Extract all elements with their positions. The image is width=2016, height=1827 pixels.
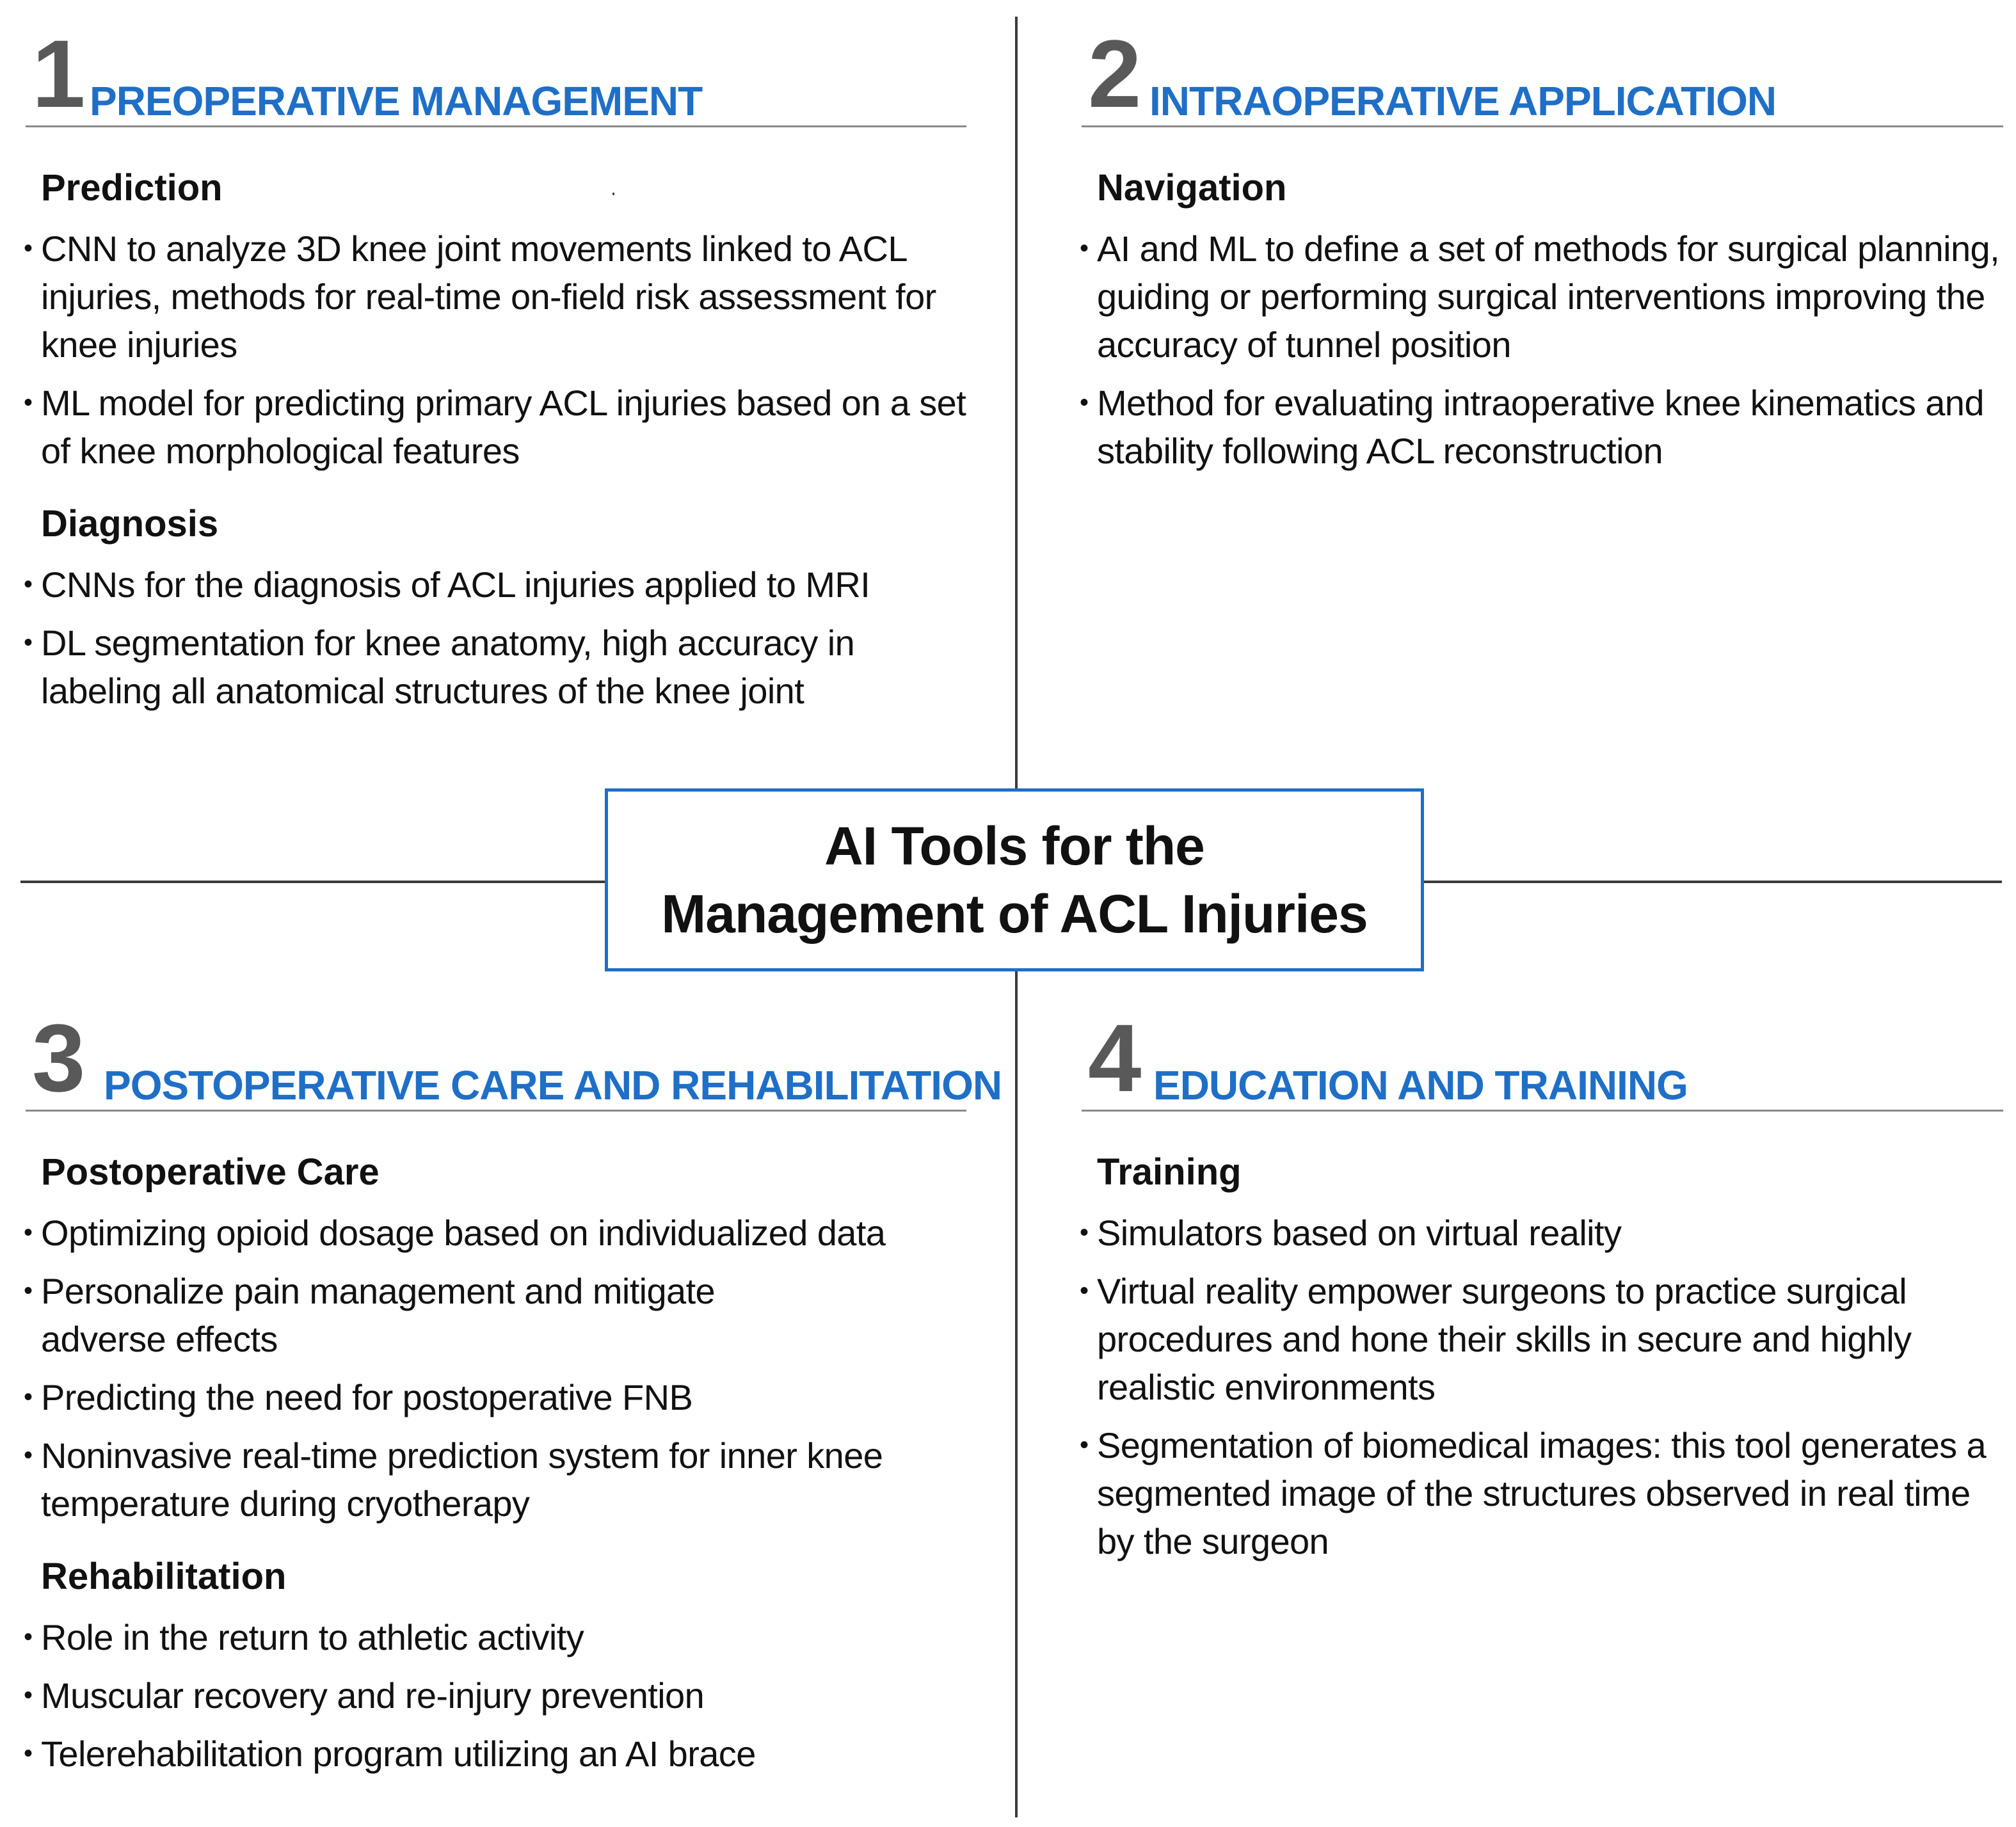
quadrant-preoperative xyxy=(26,17,966,725)
bullet-item: • AI and ML to define a set of methods for surgical planning, guiding or performing surgical interventions improving the accuracy of tunnel position xyxy=(1097,225,2003,369)
center-title-line-2: Management of ACL Injuries xyxy=(661,884,1368,944)
section-title: Training xyxy=(1097,1151,1242,1193)
quadrant-header xyxy=(26,1001,1002,1112)
bullet-item: • Simulators based on virtual reality xyxy=(1097,1209,2003,1257)
bullet-list xyxy=(24,1209,966,1528)
section-title: Diagnosis xyxy=(41,503,219,545)
bullet-item: • Role in the return to athletic activity xyxy=(41,1613,966,1661)
bullet-dot: • xyxy=(1080,1431,1089,1459)
bullet-list xyxy=(24,225,966,475)
bullet-dot: • xyxy=(24,1441,33,1469)
quadrant-number: 2 xyxy=(1088,20,1142,127)
section-navigation xyxy=(1080,166,2003,475)
quadrant-postoperative xyxy=(24,1001,1002,1788)
bullet-dot: • xyxy=(24,1681,33,1709)
bullet-dot: • xyxy=(1080,234,1089,262)
section-title: Rehabilitation xyxy=(41,1556,287,1597)
bullet-dot: • xyxy=(24,628,33,657)
quadrant-header xyxy=(1082,17,2003,127)
section-title: Postoperative Care xyxy=(41,1151,380,1193)
quadrant-title: PREOPERATIVE MANAGEMENT xyxy=(90,78,703,124)
bullet-dot: • xyxy=(24,1277,33,1305)
bullet-dot: • xyxy=(24,1739,33,1767)
bullet-item: • Virtual reality empower surgeons to practice surgical procedures and hone their skills in secure and highly realistic environments xyxy=(1097,1267,2003,1411)
bullet-dot: • xyxy=(1080,1218,1089,1247)
section-prediction xyxy=(24,166,966,475)
horizontal-divider-right xyxy=(1424,881,2002,883)
quadrant-education xyxy=(1082,1001,2003,1576)
quadrant-number: 1 xyxy=(32,20,86,127)
quadrant-number: 3 xyxy=(32,1004,86,1112)
bullet-dot: • xyxy=(24,1623,33,1651)
bullet-item: • Personalize pain management and mitigate adverse effects xyxy=(41,1267,764,1363)
quadrant-title: INTRAOPERATIVE APPLICATION xyxy=(1149,78,1777,124)
bullet-dot: • xyxy=(24,570,33,598)
bullet-item: • CNN to analyze 3D knee joint movements linked to ACL injuries, methods for real-time on-field risk assessment for knee injuries xyxy=(41,225,966,369)
bullet-dot: • xyxy=(24,234,33,262)
vertical-divider-bottom xyxy=(1015,971,1018,1817)
bullet-item: • DL segmentation for knee anatomy, high accuracy in labeling all anatomical structures of the knee joint xyxy=(41,619,966,715)
horizontal-divider-left xyxy=(20,881,605,883)
bullet-dot: • xyxy=(24,1383,33,1411)
bullet-item: • Noninvasive real-time prediction system for inner knee temperature during cryotherapy xyxy=(41,1432,966,1528)
section-training xyxy=(1080,1150,2003,1565)
bullet-item: • ML model for predicting primary ACL injuries based on a set of knee morphological features xyxy=(41,379,966,475)
vertical-divider-top xyxy=(1015,17,1018,788)
bullet-list xyxy=(24,1613,966,1778)
bullet-dot: • xyxy=(1080,388,1089,417)
quadrant-title: POSTOPERATIVE CARE AND REHABILITATION xyxy=(104,1062,1002,1108)
bullet-dot: • xyxy=(24,1218,33,1247)
bullet-item: • Predicting the need for postoperative FNB xyxy=(41,1373,966,1421)
bullet-item: • CNNs for the diagnosis of ACL injuries applied to MRI xyxy=(41,561,966,609)
quadrant-title: EDUCATION AND TRAINING xyxy=(1153,1062,1688,1108)
section-rehabilitation xyxy=(24,1554,966,1778)
bullet-dot: • xyxy=(1080,1277,1089,1305)
quadrant-header xyxy=(26,17,966,127)
quadrant-intraoperative xyxy=(1082,17,2003,485)
bullet-item: • Optimizing opioid dosage based on individualized data xyxy=(41,1209,966,1257)
bullet-list xyxy=(1080,225,2003,475)
bullet-list xyxy=(1080,1209,2003,1565)
section-diagnosis xyxy=(24,502,966,715)
bullet-item: • Muscular recovery and re-injury prevention xyxy=(41,1671,966,1719)
section-postoperative-care xyxy=(24,1150,966,1528)
quadrant-header xyxy=(1082,1001,2003,1112)
center-title-line-1: AI Tools for the xyxy=(824,816,1204,876)
bullet-dot: • xyxy=(24,388,33,417)
bullet-item: • Method for evaluating intraoperative knee kinematics and stability following ACL reconstruction xyxy=(1097,379,2003,475)
center-title-box xyxy=(605,788,1424,971)
section-title: Navigation xyxy=(1097,167,1287,209)
section-title: Prediction xyxy=(41,167,223,209)
bullet-list xyxy=(24,561,966,715)
quadrant-number: 4 xyxy=(1088,1004,1142,1112)
bullet-item: • Segmentation of biomedical images: this tool generates a segmented image of the structures observed in real time by the surgeon xyxy=(1097,1421,2003,1565)
bullet-item: • Telerehabilitation program utilizing an AI brace xyxy=(41,1730,966,1778)
